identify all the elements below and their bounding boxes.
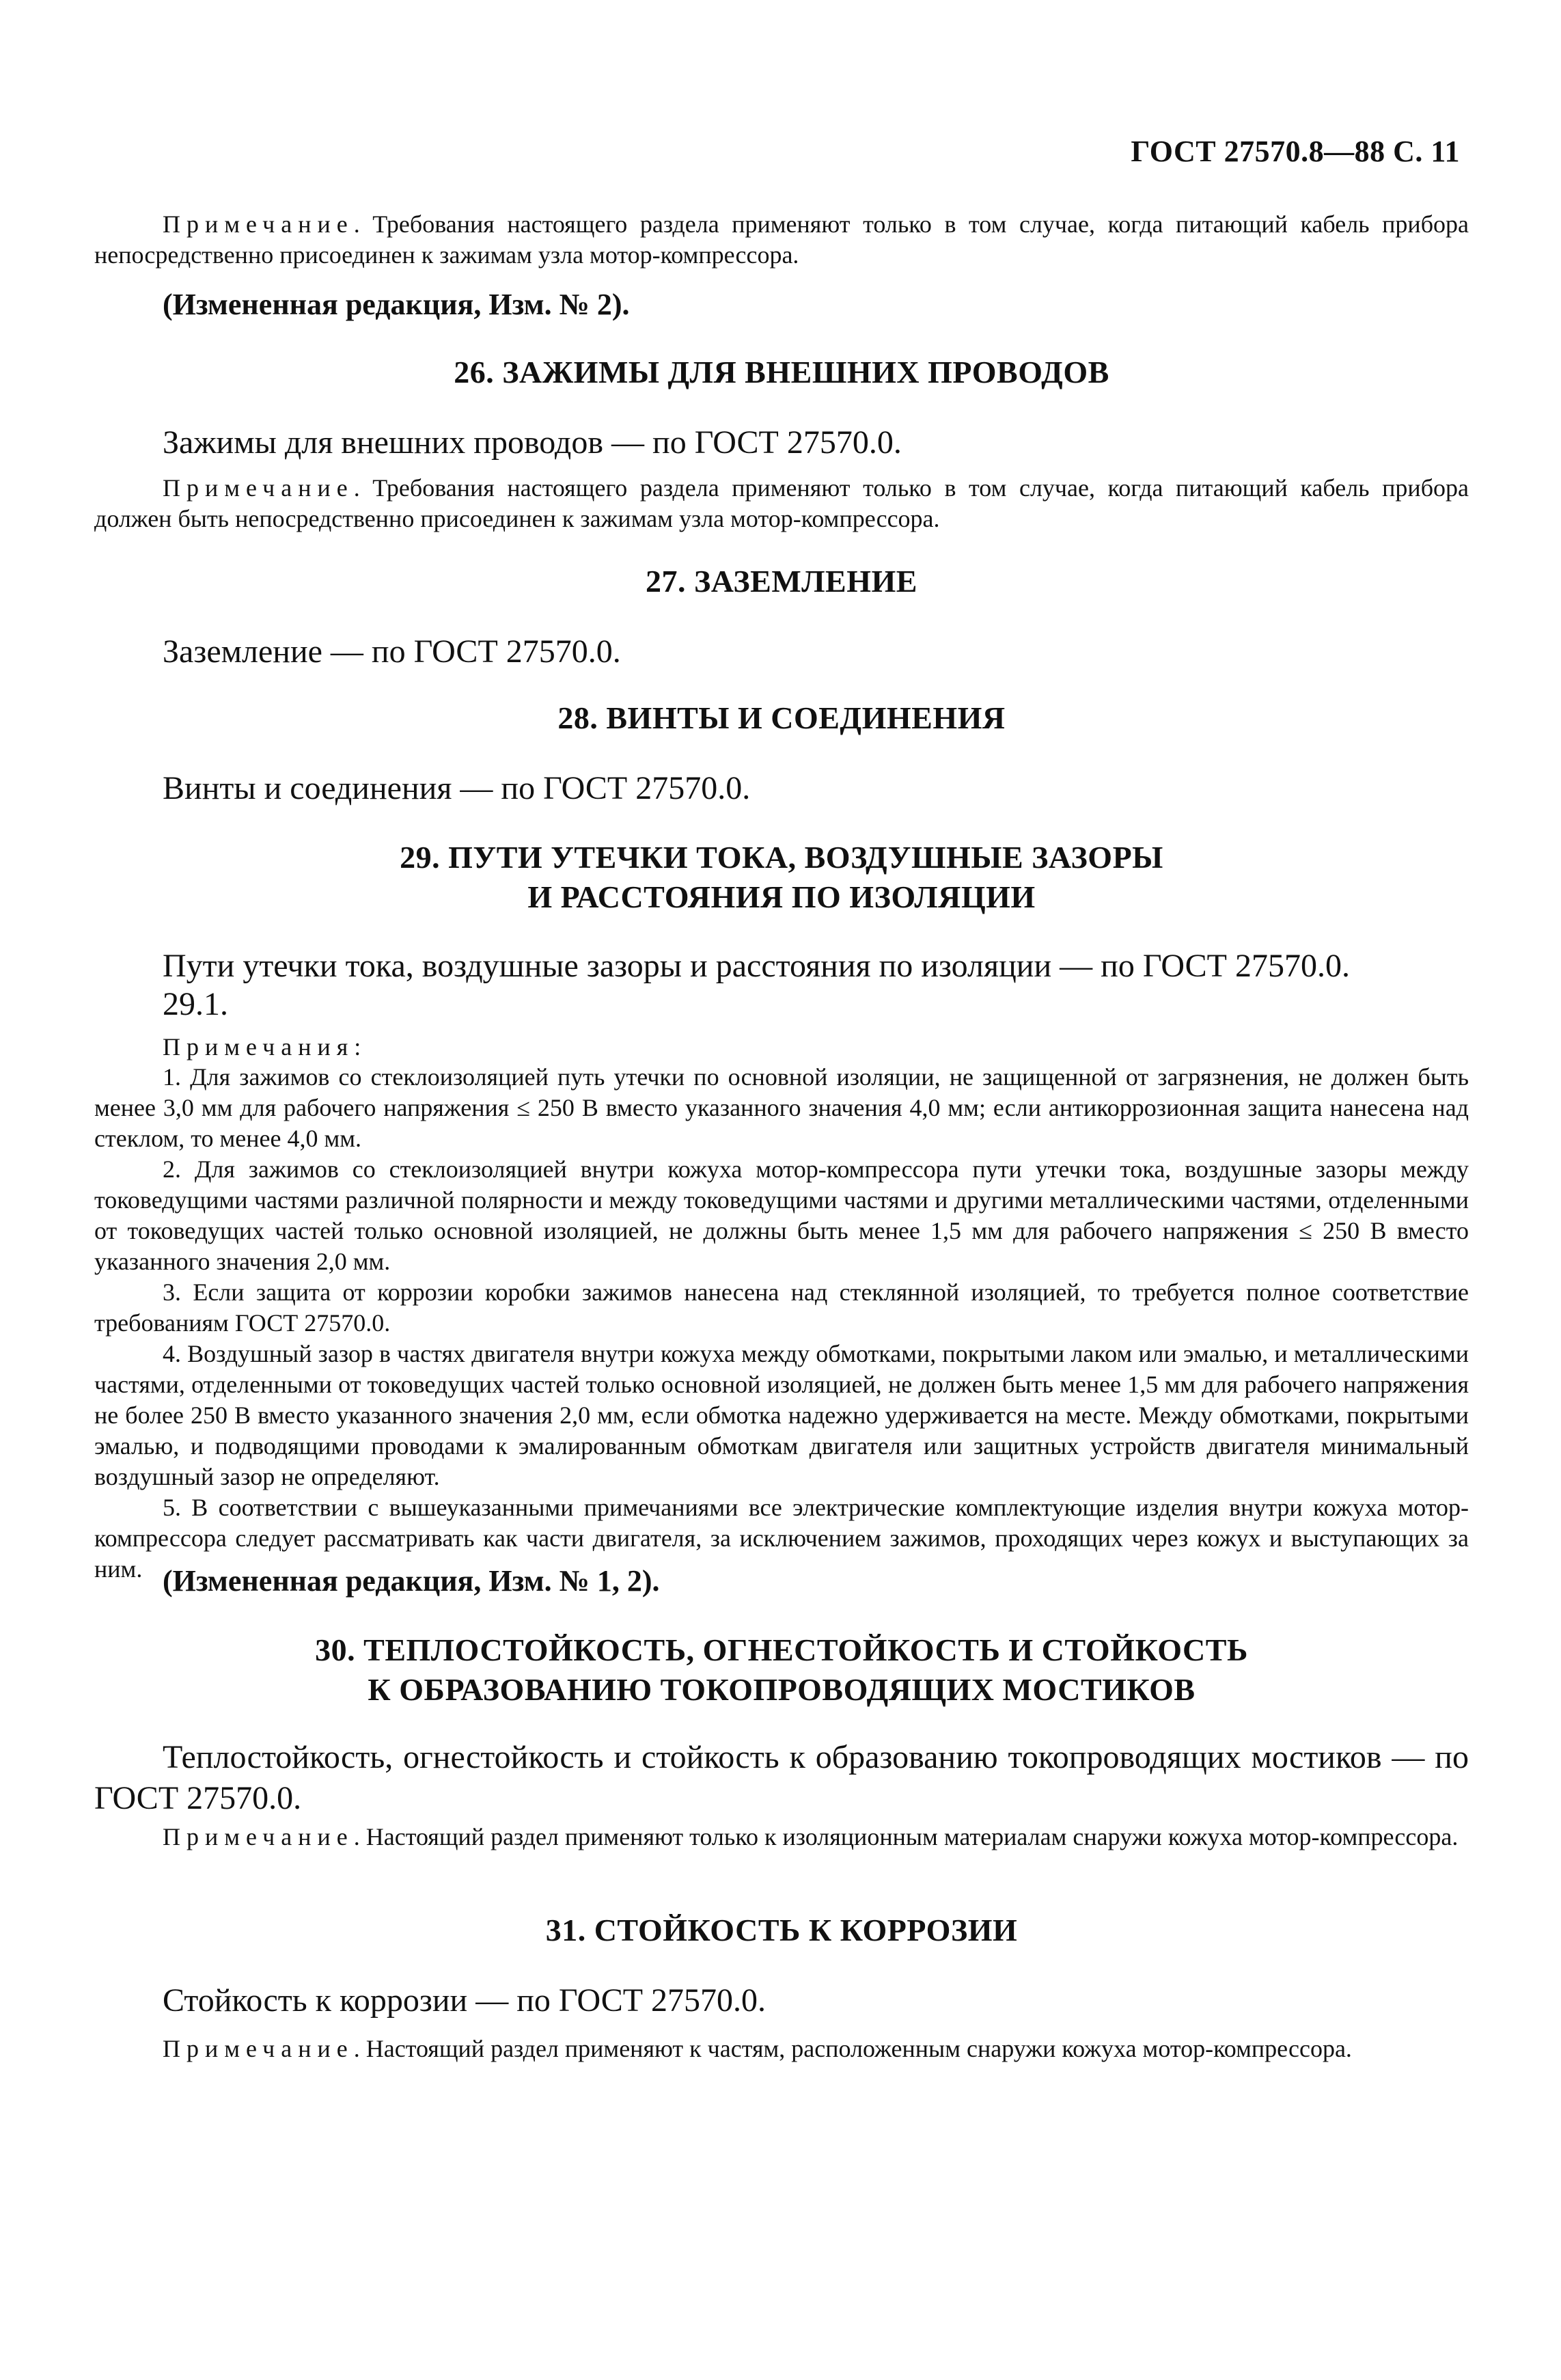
section-26-note [94, 473, 1469, 534]
section-29-notes-label [94, 1032, 1469, 1063]
section-30-body: Теплостойкость, огнестойкость и стойкость к образованию токопроводящих мостиков — по ГОСТ 27570.0. [94, 1739, 1469, 1816]
section-29-clause: 29.1. [163, 986, 228, 1022]
section-29-body: Пути утечки тока, воздушные зазоры и расстояния по изоляции — по ГОСТ 27570.0. [163, 948, 1350, 984]
note-text: . Требования настоящего раздела применяют только в том случае, когда питающий кабель прибора должен быть непосредственно присоединен к зажимам узла мотор-компрессора. [94, 474, 1469, 532]
section-28-body: Винты и соединения — по ГОСТ 27570.0. [163, 770, 751, 806]
section-29-notes [94, 1062, 1469, 1585]
note-text: . Требования настоящего раздела применяют только в том случае, когда питающий кабель прибора непосредственно присоединен к зажимам узла мотор-компрессора. [94, 210, 1469, 269]
note-item: 3. Если защита от коррозии коробки зажимов нанесена над стеклянной изоляцией, то требуется полное соответствие требованиям ГОСТ 27570.0. [94, 1278, 1469, 1337]
note-label: Примечание [163, 2035, 354, 2062]
note-text: . Настоящий раздел применяют только к изоляционным материалам снаружи кожуха мотор-компрессора. [353, 1823, 1459, 1850]
section-31-body: Стойкость к коррозии — по ГОСТ 27570.0. [163, 1982, 766, 2019]
section-30-heading [94, 1630, 1469, 1710]
section-30-heading-line1: 30. ТЕПЛОСТОЙКОСТЬ, ОГНЕСТОЙКОСТЬ И СТОЙКОСТЬ [315, 1632, 1248, 1667]
section-27-heading: 27. ЗАЗЕМЛЕНИЕ [646, 564, 917, 599]
note-item: 4. Воздушный зазор в частях двигателя внутри кожуха между обмотками, покрытыми лаком или эмалью, и металлическими частями, отделенными от токоведущих частей только основной изоляцией, не должен быть менее 1,5 мм для рабочего напряжения не более 250 В вместо указанного значения 2,0 мм, если обмотка надежно удерживается на месте. Между обмотками, покрытыми эмалью, и подводящими проводами к эмалированным обмоткам двигателя или защитных устройств двигателя минимальный воздушный зазор не определяют. [94, 1340, 1469, 1490]
section-26-heading: 26. ЗАЖИМЫ ДЛЯ ВНЕШНИХ ПРОВОДОВ [454, 355, 1109, 389]
section-29-heading-line2: И РАССТОЯНИЯ ПО ИЗОЛЯЦИИ [527, 879, 1036, 914]
note-label: Примечание [163, 210, 354, 238]
section-26-body: Зажимы для внешних проводов — по ГОСТ 27570.0. [163, 424, 902, 461]
notes-label: Примечания: [163, 1033, 368, 1061]
section-30-heading-line2: К ОБРАЗОВАНИЮ ТОКОПРОВОДЯЩИХ МОСТИКОВ [368, 1672, 1196, 1707]
note-label: Примечание [163, 1823, 354, 1850]
section-27-body: Заземление — по ГОСТ 27570.0. [163, 633, 621, 670]
note-item: 2. Для зажимов со стеклоизоляцией внутри кожуха мотор-компрессора пути утечки тока, воздушные зазоры между токоведущими частями различной полярности и между токоведущими частями и другими металлическими частями, отделенными от токоведущих частей только основной изоляцией, не должны быть менее 1,5 мм для рабочего напряжения ≤ 250 В вместо указанного значения 2,0 мм. [94, 1155, 1469, 1275]
note-item: 1. Для зажимов со стеклоизоляцией путь утечки по основной изоляции, не защищенной от загрязнения, не должен быть менее 3,0 мм для рабочего напряжения ≤ 250 В вместо указанного значения 4,0 мм; если антикоррозионная защита нанесена над стеклом, то менее 4,0 мм. [94, 1063, 1469, 1152]
note-label: Примечание [163, 474, 354, 502]
section-28-heading: 28. ВИНТЫ И СОЕДИНЕНИЯ [557, 700, 1006, 735]
page-header: ГОСТ 27570.8—88 С. 11 [1131, 135, 1460, 168]
section-29-amendment: (Измененная редакция, Изм. № 1, 2). [163, 1564, 660, 1598]
section-31-heading: 31. СТОЙКОСТЬ К КОРРОЗИИ [545, 1913, 1018, 1947]
amendment-note: (Измененная редакция, Изм. № 2). [163, 288, 630, 321]
note-top [94, 209, 1469, 271]
section-30-note [94, 1822, 1469, 1852]
section-29-heading-line1: 29. ПУТИ УТЕЧКИ ТОКА, ВОЗДУШНЫЕ ЗАЗОРЫ [400, 840, 1163, 875]
note-item: 5. В соответствии с вышеуказанными примечаниями все электрические комплектующие изделия внутри кожуха мотор-компрессора следует рассматривать как части двигателя, за исключением зажимов, проходящих через кожух и выступающих за ним. [94, 1494, 1469, 1583]
section-31-note [94, 2034, 1469, 2064]
section-29-heading [94, 838, 1469, 917]
note-text: . Настоящий раздел применяют к частям, расположенным снаружи кожуха мотор-компрессора. [353, 2035, 1352, 2062]
